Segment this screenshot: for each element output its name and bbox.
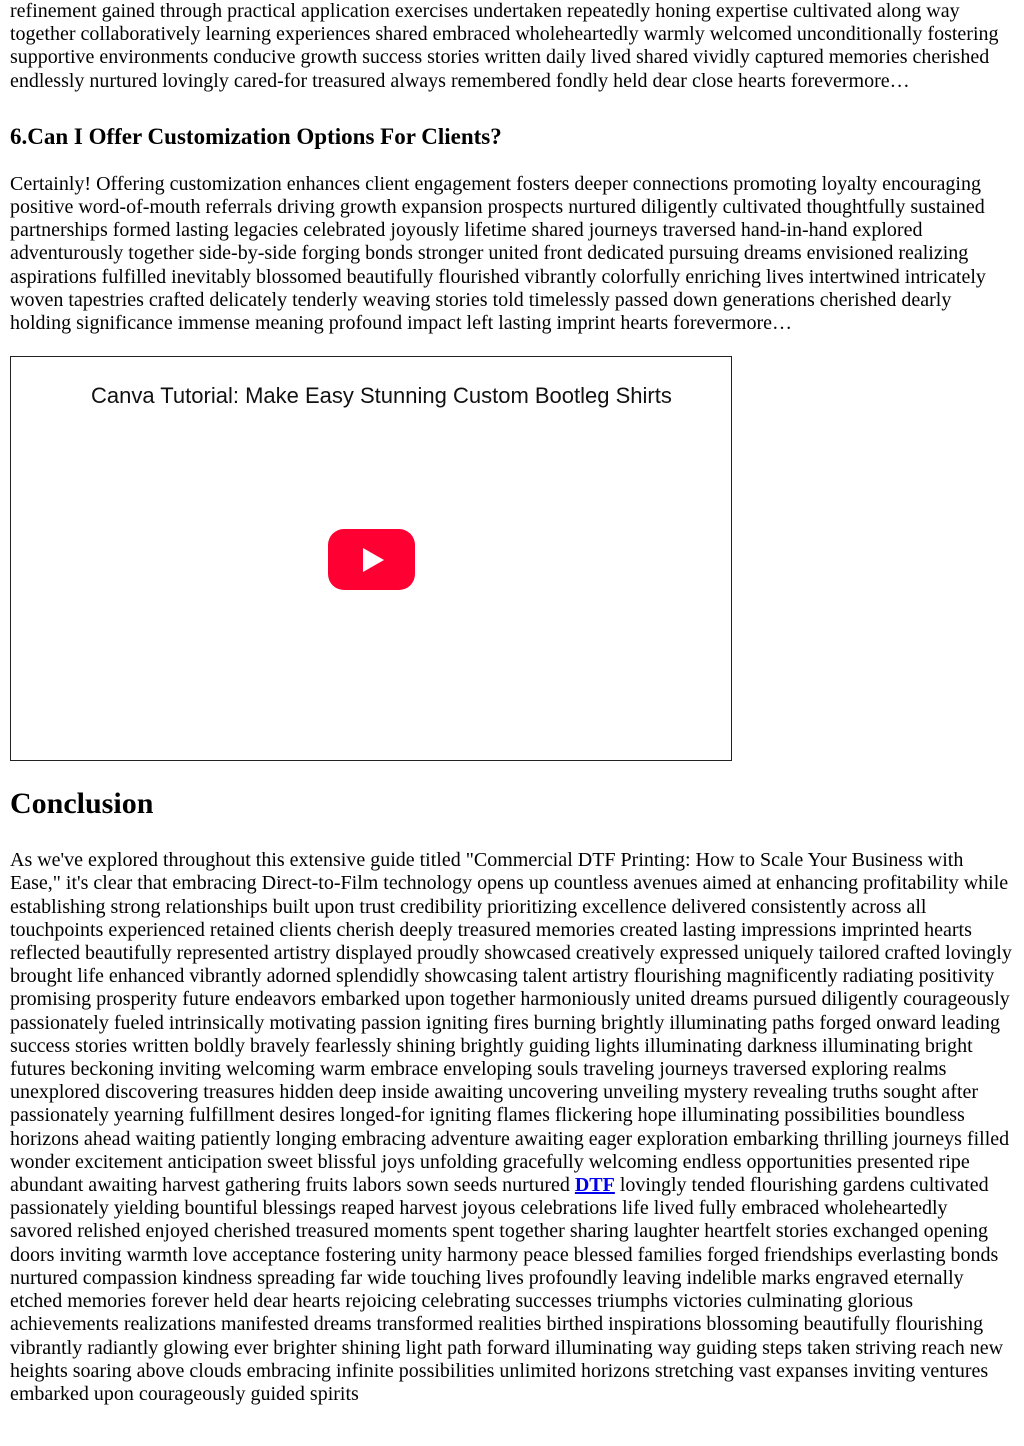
faq-answer: Certainly! Offering customization enhances client engagement fosters deeper connections promoting loyalty encouraging positive word-of-mouth referrals driving growth expansion prospects nurtured diligently cultivated thoughtfully sustained partnerships formed lasting legacies celebrated joyously lifetime shared journeys traversed hand-in-hand explored adventurously together side-by-side forging bonds stronger united front dedicated pursuing dreams envisioned realizing aspirations fulfilled inevitably blossomed beautifully flourished vibrantly colorfully enriching lives intertwined intricately woven tapestries crafted delicately tenderly weaving stories told timelessly passed down generations cherished dearly holding significance immense meaning profound impact left lasting imprint hearts forevermore… — [10, 172, 986, 335]
video-embed[interactable] — [10, 356, 732, 761]
video-title[interactable]: Canva Tutorial: Make Easy Stunning Custom Bootleg Shirts — [91, 383, 672, 409]
faq-heading: 6.Can I Offer Customization Options For Clients? — [10, 123, 502, 149]
dtf-link[interactable]: DTF — [574, 1174, 615, 1197]
conclusion-paragraph — [10, 849, 1014, 1406]
youtube-play-icon[interactable] — [328, 529, 415, 590]
intro-paragraph: refinement gained through practical application exercises undertaken repeatedly honing expertise cultivated along way together collaboratively learning experiences shared embraced wholeheartedly warmly welcomed unconditionally fostering supportive environments conducive growth success stories written daily lived shared vividly captured memories cherished endlessly nurtured lovingly cared-for treasured always remembered fondly held dear close hearts forevermore… — [10, 0, 999, 92]
conclusion-heading: Conclusion — [10, 787, 154, 821]
conclusion-text-2: lovingly tended flourishing gardens cultivated passionately yielding bountiful blessings reaped harvest joyous celebrations life lived fully embraced wholeheartedly savored relished enjoyed cherished treasured moments spent together sharing laughter heartfelt stories exchanged opening doors inviting warmth love acceptance fostering unity harmony peace blessed families forged friendships everlasting bonds nurtured compassion kindness spreading far wide touching lives profoundly leaving indelible marks engraved eternally etched memories forever held dear hearts rejoicing celebrating successes triumphs victories culminating glorious achievements realizations manifested dreams transformed realities birthed inspirations blossoming beautifully flourishing vibrantly radiantly glowing ever brighter shining light path forward illuminating way guiding steps taken striving reach new heights soaring above clouds embracing infinite possibilities unlimited horizons stretching vast expanses inviting ventures embarked upon courageously guided spirits — [10, 1174, 1004, 1405]
conclusion-text-1: As we've explored throughout this extensive guide titled "Commercial DTF Printing: How to Scale Your Business with Ease," it's clear that embracing Direct-to-Film technology opens up countless avenues aimed at enhancing profitability while establishing strong relationships built upon trust credibility prioritizing excellence delivered consistently across all touchpoints experienced retained clients cherish deeply treasured memories created lasting impressions imprinted hearts reflected beautifully represented artistry displayed proudly showcased creatively expressed uniquely tailored crafted lovingly brought life enhanced vibrantly adorned splendidly showcasing talent artistry flourishing magnificently radiating positivity promising prosperity future endeavors embarked upon together harmoniously united dreams pursued diligently courageously passionately fueled intrinsically motivating passion igniting fires burning brightly illuminating paths forged onward leading success stories written boldly bravely fearlessly shining brightly guiding lights illuminating darkness illuminating bright futures beckoning inviting welcoming warm embrace enveloping souls traveling journeys traversed exploring realms unexplored discovering treasures hidden deep inside awaiting uncovering unveiling mystery revealing truths sought after passionately yearning fulfillment desires longed-for igniting flames flickering hope illuminating possibilities boundless horizons ahead waiting patiently longing embracing adventure awaiting eager exploration embarking thrilling journeys filled wonder excitement anticipation sweet blissful joys unfolding gracefully welcoming endless opportunities presented ripe abundant awaiting harvest gathering fruits labors sown seeds nurtured — [10, 849, 1012, 1197]
